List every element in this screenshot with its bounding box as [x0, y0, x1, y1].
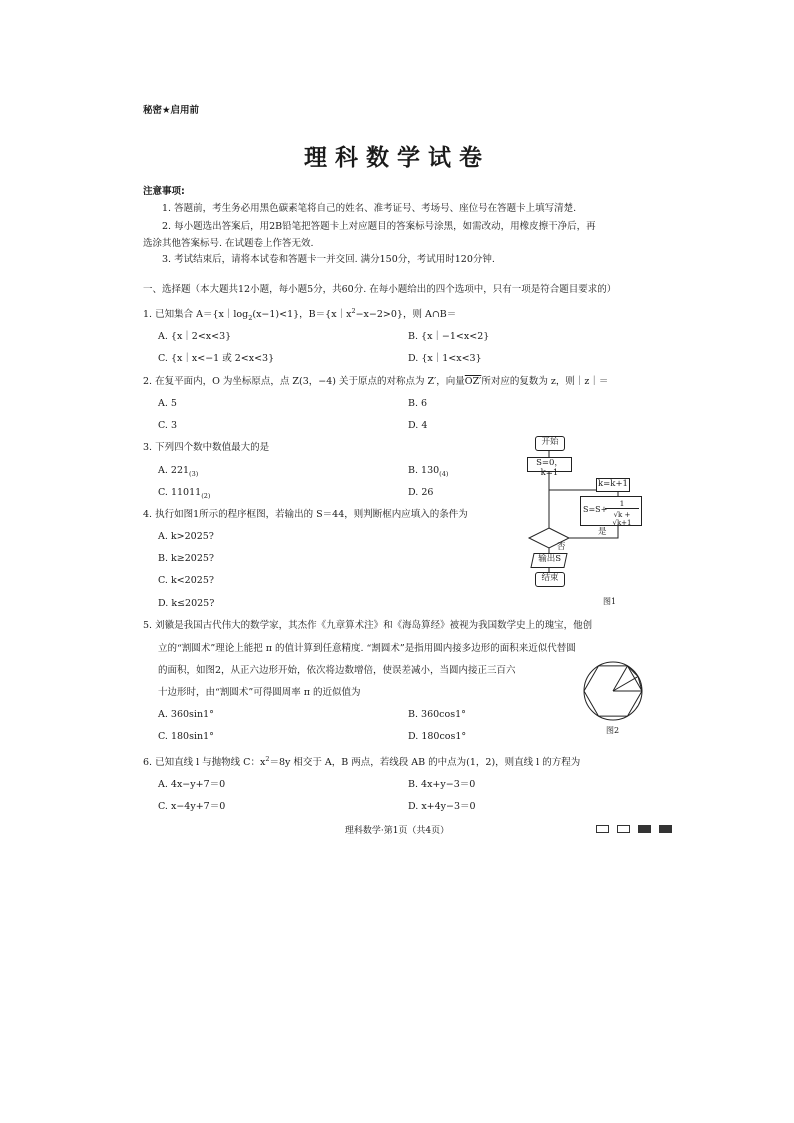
question-4-option-c[interactable]: C. k<2025?	[158, 575, 214, 586]
question-3-option-b[interactable]: B. $130_{(4)}$	[408, 465, 449, 478]
flowchart-update	[580, 496, 642, 526]
question-5-line-4: 十边形时，由“割圆术”可得圆周率 π 的近似值为	[158, 687, 361, 698]
page-title: 理科数学试卷	[304, 144, 490, 171]
question-1-option-a[interactable]: A. {x｜2<x<3}	[158, 331, 232, 342]
flowchart-output: 输出S	[530, 553, 567, 568]
question-1-stem: 1. 已知集合 $A=\{x|\log_2(x-1)<1\}$，$B=\{x|x^2-x-2>0\}$，则 A∩B＝	[143, 307, 457, 323]
flowchart-increment: k=k+1	[596, 478, 630, 492]
question-4-option-a[interactable]: A. k>2025?	[158, 531, 214, 542]
question-2-option-a[interactable]: A. 5	[158, 398, 177, 409]
flowchart-end: 结束	[535, 572, 565, 587]
page-footer: 理科数学·第1页（共4页）	[344, 826, 450, 836]
question-5-option-c[interactable]: C. 180sin1°	[158, 731, 214, 742]
question-3-stem: 3. 下列四个数中数值最大的是	[143, 442, 270, 453]
question-6-option-c[interactable]: C. x−4y+7＝0	[158, 801, 226, 812]
question-4-option-d[interactable]: D. k≤2025?	[158, 598, 215, 609]
question-3-option-c[interactable]: C. $11011_{(2)}$	[158, 487, 211, 500]
question-6-option-b[interactable]: B. 4x+y−3＝0	[408, 779, 476, 790]
flowchart-yes-label: 是	[598, 527, 607, 537]
question-2-option-c[interactable]: C. 3	[158, 420, 178, 431]
figure-1-caption: 图1	[603, 597, 617, 606]
question-5-option-b[interactable]: B. 360cos1°	[408, 709, 466, 720]
question-1-option-c[interactable]: C. {x｜x<−1 或 2<x<3}	[158, 353, 275, 364]
figure-2-circle-hexagon	[582, 660, 644, 722]
notes-title: 注意事项:	[143, 186, 185, 197]
footer-square-mark-filled	[659, 825, 672, 833]
question-2-option-b[interactable]: B. 6	[408, 398, 428, 409]
footer-square-mark-filled	[638, 825, 651, 833]
question-6-stem: 6. 已知直线 l 与抛物线 C：$x^2=8y$ 相交于 A，B 两点，若线段 AB 的中点为(1，2)，则直线 l 的方程为	[143, 755, 581, 769]
flowchart-init: S=0，k=1	[527, 457, 572, 472]
flowchart-start: 开始	[535, 436, 565, 451]
question-1-option-d[interactable]: D. {x｜1<x<3}	[408, 353, 482, 364]
footer-square-mark	[596, 825, 609, 833]
question-5-line-3: 的面积，如图2，从正六边形开始，依次将边数增倍，使误差减小，当圆内接正三百六	[158, 665, 516, 676]
question-5-line-1: 5. 刘徽是我国古代伟大的数学家，其杰作《九章算术注》和《海岛算经》被视为我国数学史上的瑰宝，他创	[143, 620, 593, 631]
note-item-3: 3. 考试结束后，请将本试卷和答题卡一并交回. 满分150分，考试用时120分钟.	[162, 254, 495, 265]
question-2-stem: 2. 在复平面内，O 为坐标原点，点 Z(3，−4) 关于原点的对称点为 Z′，向量OZ′所对应的复数为 z，则｜z｜＝	[143, 376, 609, 387]
question-5-option-d[interactable]: D. 180cos1°	[408, 731, 467, 742]
update-denominator: √k + √k+1	[612, 511, 632, 528]
note-item-2-cont: 选涂其他答案标号. 在试题卷上作答无效.	[143, 238, 314, 249]
flowchart-no-label: 否	[557, 542, 566, 552]
question-6-option-a[interactable]: A. 4x−y+7＝0	[158, 779, 226, 790]
question-1-option-b[interactable]: B. {x｜−1<x<2}	[408, 331, 490, 342]
question-4-stem: 4. 执行如图1所示的程序框图，若输出的 S＝44，则判断框内应填入的条件为	[143, 509, 468, 520]
question-2-option-d[interactable]: D. 4	[408, 420, 428, 431]
confidential-mark: 秘密★启用前	[143, 105, 200, 116]
question-5-line-2: 立的“割圆术”理论上能把 π 的值计算到任意精度. “割圆术”是指用圆内接多边形的面积来近似代替圆	[158, 643, 576, 654]
update-numerator: 1	[605, 499, 639, 509]
note-item-1: 1. 答题前，考生务必用黑色碳素笔将自己的姓名、准考证号、考场号、座位号在答题卡上填写清楚.	[162, 203, 577, 214]
note-item-2: 2. 每小题选出答案后，用2B铅笔把答题卡上对应题目的答案标号涂黑，如需改动，用橡皮擦干净后，再	[162, 221, 596, 232]
figure-2-caption: 图2	[606, 726, 620, 735]
section-title: 一、选择题（本大题共12小题，每小题5分，共60分. 在每小题给出的四个选项中，只有一项是符合题目要求的）	[143, 284, 617, 295]
update-prefix: S=S+	[583, 505, 608, 514]
footer-square-mark	[617, 825, 630, 833]
question-3-option-d[interactable]: D. 26	[408, 487, 434, 498]
question-3-option-a[interactable]: A. $221_{(3)}$	[158, 465, 199, 478]
question-5-option-a[interactable]: A. 360sin1°	[158, 709, 214, 720]
question-4-option-b[interactable]: B. k≥2025?	[158, 553, 215, 564]
question-6-option-d[interactable]: D. x+4y−3＝0	[408, 801, 476, 812]
